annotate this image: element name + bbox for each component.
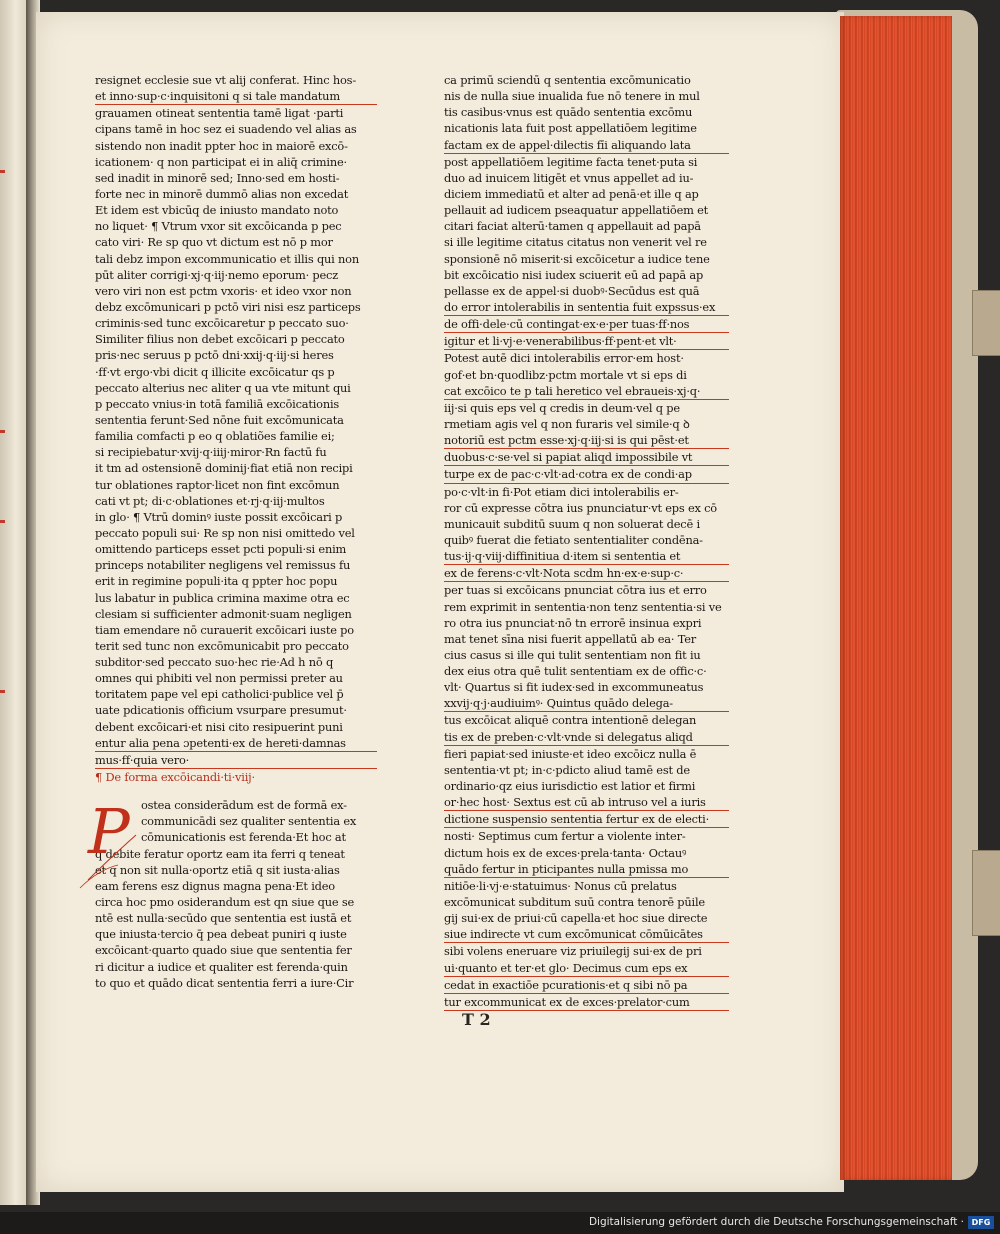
text-line: duo ad inuicem litigēt et vnus appellet ad iu- [444, 170, 694, 185]
rubricated-initial [88, 795, 132, 868]
text-line: et q non sit nulla·oportz etiā q sit iusta·alias [95, 862, 340, 877]
text-line: ostea considerādum est de formā ex- [141, 798, 347, 813]
text-line: nitiōe·li·vj·e·statuimus· Nonus cū prelatus [444, 878, 677, 893]
text-line: toritatem pape vel epi catholici·publice vel p̄ [95, 687, 344, 702]
text-line: tiam emendare nō curauerit excōicari iuste po [95, 622, 354, 637]
text-line: per tuas si excōicans pnunciat cōtra ius et erro [444, 583, 707, 598]
text-line: princeps notabiliter negligens vel remissus fu [95, 558, 351, 573]
rubric-mark [0, 690, 5, 693]
text-line: debz excōmunicari p pctō viri nisi esz particeps [95, 299, 361, 314]
text-line: cato viri· Re sp quo vt dictum est nō p mor [95, 235, 333, 250]
text-line: ordinario·qz eius iurisdictio est latior et firmi [444, 779, 696, 794]
rubric-mark [0, 430, 5, 433]
initial-flourish-icon [78, 830, 138, 890]
dfg-logo: DFG [968, 1216, 994, 1229]
text-line: excōicant·quarto quado siue que sententia fer [95, 943, 352, 958]
text-line: p peccato vnius·in totā familiā excōicationis [95, 396, 340, 411]
text-line: dex eius otra quē tulit sententiam ex de offic·c· [444, 664, 707, 679]
text-line: communicādi sez qualiter sententia ex [141, 814, 357, 829]
text-line: factam ex de appel·dilectis fīi aliquando lata [444, 137, 729, 154]
red-fore-edge [840, 16, 952, 1180]
text-line: tus·ij·q·viij·diffinitiua d·item si sententia et [444, 548, 729, 565]
text-line: tis ex de preben·c·vlt·vnde si delegatus aliqd [444, 729, 729, 746]
text-line: siue indirecte vt cum excōmunicat cōmūicātes [444, 926, 729, 943]
text-line: circa hoc pmo osiderandum est qn siue que se [95, 895, 355, 910]
text-line: ror cū expresse cōtra ius pnunciatur·vt eps ex cō [444, 500, 717, 515]
text-line: in glo· ¶ Vtrū dominꝰ iuste possit excōicari p [95, 509, 343, 524]
text-line: citari faciat alterū·tamen q appellauit ad papā [444, 219, 701, 234]
text-line: iij·si quis eps vel q credis in deum·vel q pe [444, 400, 680, 415]
text-line: eam ferens esz dignus magna pena·Et ideo [95, 878, 335, 893]
text-line: cedat in exactiōe pcurationis·et q sibi nō pa [444, 977, 729, 994]
text-line: cat excōico te p tali heretico vel ebraueis·xj·q· [444, 383, 729, 400]
text-line: si recipiebatur·xvij·q·iiij·miror·Rn factū fu [95, 445, 327, 460]
text-line: et inno·sup·c·inquisitoni q si tale mandatum [95, 88, 377, 105]
text-line: ca primū sciendū q sententia excōmunicatio [444, 73, 691, 87]
text-line: igitur et li·vj·e·venerabilibus·ff·pent·et vlt· [444, 333, 729, 350]
text-line: gof·et bn·quodlibz·pctm mortale vt si eps di [444, 367, 687, 382]
initial-letter: P [88, 795, 130, 868]
text-line: tur excommunicat ex de exces·prelator·cum [444, 994, 729, 1011]
text-line: de offi·dele·cū contingat·ex·e·per tuas·ff·nos [444, 316, 729, 333]
text-line: Potest autē dici intolerabilis error·em host· [444, 351, 684, 366]
left-facing-page-edge [0, 0, 26, 1205]
text-line: peccato populi sui· Re sp non nisi omittedo vel [95, 525, 355, 540]
text-line: tali debz impon excommunicatio et illis qui non [95, 251, 359, 266]
text-line: sed inadit in minorē sed; Inno·sed em hosti- [95, 170, 340, 185]
text-line: xxvij·q·j·audiuimꝰ· Quintus quādo delega- [444, 695, 729, 712]
text-line: rmetiam agis vel q non furaris vel simile·q ꝺ [444, 416, 690, 431]
text-line: sistendo non inadit ppter hoc in maiorē excō- [95, 138, 348, 153]
text-line: mus·ff·quia vero· [95, 752, 377, 769]
text-line: or·hec host· Sextus est cū ab intruso vel a iuris [444, 794, 729, 811]
text-line: excōmunicat subditum suū contra tenorē pūile [444, 895, 705, 910]
text-line: fieri papiat·sed iniuste·et ideo excōicz nulla ē [444, 746, 697, 761]
text-line: cius casus si ille qui tulit sententiam non fit iu [444, 647, 701, 662]
text-line: ·ff·vt ergo·vbi dicit q illicite excōicatur qs p [95, 364, 335, 379]
text-line: pellasse ex de appel·si duobꝰ·Secūdus est quā [444, 283, 700, 298]
text-line: icationem· q non participat ei in aliq̄ crimine· [95, 154, 347, 169]
text-line: rem exprimit in sententia·non tenz sententia·si ve [444, 599, 722, 614]
text-line: quādo fertur in pticipantes nulla pmissa mo [444, 861, 729, 878]
text-line: turpe ex de pac·c·vlt·ad·cotra ex de condi·ap [444, 466, 729, 483]
text-line: vero viri non est pctm vxoris· et ideo vxor non [95, 283, 352, 298]
text-line: sententia·vt pt; in·c·pdicto aliud tamē est de [444, 762, 690, 777]
text-line: diciem immediatū et alter ad penā·et ille q ap [444, 186, 699, 201]
text-line: que iniusta·tercio q̄ pea debeat puniri q iuste [95, 927, 347, 942]
text-line: no liquet· ¶ Vtrum vxor sit excōicanda p pec [95, 219, 342, 234]
right-column [444, 72, 729, 1011]
text-line: sibi volens eneruare viz priuilegij sui·ex de pri [444, 944, 702, 959]
text-line: ui·quanto et ter·et glo· Decimus cum eps ex [444, 960, 729, 977]
text-line: municauit subditū suum q non soluerat decē i [444, 516, 700, 531]
text-line: tis casibus·vnus est quādo sententia excōmu [444, 105, 693, 120]
text-line: po·c·vlt·in fi·Pot etiam dici intolerabilis er- [444, 484, 679, 499]
text-line: ri dicitur a iudice et qualiter est ferenda·quin [95, 959, 348, 974]
text-line: omnes qui phibiti vel non permissi preter au [95, 671, 343, 686]
text-line: grauamen otineat sententia tamē ligat ·parti [95, 106, 344, 121]
clasp-upper [972, 290, 1000, 356]
clasp-lower [972, 850, 1000, 936]
text-line: cati vt pt; di·c·oblationes et·rj·q·iij·multos [95, 493, 325, 508]
text-line: ex de ferens·c·vlt·Nota scdm hn·ex·e·sup·c· [444, 565, 729, 582]
text-line: ro otra ius pnunciat·nō tn errorē insinua expri [444, 615, 702, 630]
text-line: lus labatur in publica crimina maxime otra ec [95, 590, 350, 605]
text-line: nosti· Septimus cum fertur a violente inter- [444, 829, 686, 844]
text-line: pūt aliter corrigi·xj·q·iij·nemo eporum· pecz [95, 267, 339, 282]
rubric-mark [0, 520, 5, 523]
text-line: nis de nulla siue inualida fue nō tenere in mul [444, 89, 700, 104]
text-line: erit in regimine populi·ita q ppter hoc popu [95, 574, 338, 589]
text-line: clesiam si sufficienter admonit·suam negligen [95, 606, 352, 621]
text-line: sententia ferunt·Sed nōne fuit excōmunicata [95, 412, 344, 427]
text-line: cōmunicationis est ferenda·Et hoc at [141, 830, 346, 845]
text-line: subditor·sed peccato suo·hec rie·Ad h nō q [95, 655, 334, 670]
text-line: bit excōicatio nisi iudex sciuerit eū ad papā ap [444, 267, 704, 282]
text-line: dictione suspensio sententia fertur ex de electi· [444, 811, 729, 828]
text-line: resignet ecclesie sue vt alij conferat. Hinc hos- [95, 73, 356, 87]
text-line: sponsionē nō miserit·si excōicetur a iudice tene [444, 251, 710, 266]
text-line: terit sed tunc non excōmunicabit pro peccato [95, 638, 349, 653]
text-line: familia comfacti p eo q oblatiões familie ei; [95, 429, 335, 444]
text-line: entur alia pena ɔpetenti·ex de hereti·damnas [95, 735, 377, 752]
text-line: si ille legitime citatus citatus non venerit vel re [444, 235, 707, 250]
text-line: pris·nec seruus p pctō dni·xxij·q·iij·si heres [95, 348, 334, 363]
text-line: notoriū est pctm esse·xj·q·iij·si is qui pēst·et [444, 432, 729, 449]
text-line: ntē est nulla·secūdo que sententia est iustā et [95, 911, 352, 926]
text-line: tur oblationes raptor·licet non fint excōmun [95, 477, 340, 492]
text-line: nicationis lata fuit post appellatiōem legitime [444, 121, 697, 136]
signature-mark: T 2 [462, 1010, 491, 1029]
text-line: forte nec in minorē dummō alias non excedat [95, 186, 349, 201]
text-line: mat tenet sīna nisi fuerit appellatū ab ea· Ter [444, 631, 696, 646]
footer-credit: Digitalisierung gefördert durch die Deutsche Forschungsgemeinschaft · [588, 1216, 964, 1228]
text-line: quibꝰ fuerat die fetiato sententialiter condēna- [444, 532, 703, 547]
text-line: debent excōicari·et nisi cito resipuerint puni [95, 719, 343, 734]
rubric-mark [0, 170, 5, 173]
text-line: tus excōicat aliquē contra intentionē delegan [444, 713, 697, 728]
text-line: q debite feratur oportz eam ita ferri q teneat [95, 846, 345, 861]
text-line: pellauit ad iudicem pseaquatur appellatiōem et [444, 203, 709, 218]
text-line: Et idem est vbicūq de iniusto mandato noto [95, 203, 339, 218]
text-line: duobus·c·se·vel si papiat aliqd impossibile vt [444, 449, 729, 466]
text-line: uate pdicationis officium vsurpare presumut· [95, 703, 347, 718]
text-line: it tm ad ostensionē dominij·fiat etiā non recipi [95, 461, 353, 476]
text-line: Similiter filius non debet excōicari p peccato [95, 332, 345, 347]
rubric-heading: ¶ De forma excōicandi·ti·viij· [95, 770, 255, 785]
footer-bar [0, 1212, 1000, 1234]
paragraph-gap [95, 785, 377, 797]
text-line: omittendo particeps esset pcti populi·si enim [95, 542, 347, 557]
text-line: dictum hois ex de exces·prela·tanta· Octauꝰ [444, 845, 687, 860]
text-line: criminis·sed tunc excōicaretur p peccato suo· [95, 316, 349, 331]
text-line: to quo et quādo dicat sententia ferri a iure·Cir [95, 975, 354, 990]
text-line: post appellatiōem legitime facta tenet·puta si [444, 154, 698, 169]
text-line: cipans tamē in hoc sez ei suadendo vel alias as [95, 122, 357, 137]
text-line: peccato alterius nec aliter q ua vte mitunt qui [95, 380, 351, 395]
text-line: gij sui·ex de priui·cū capella·et hoc siue directe [444, 911, 708, 926]
text-line: vlt· Quartus si fit iudex·sed in excommuneatus [444, 680, 704, 695]
text-line: do error intolerabilis in sententia fuit expssus·ex [444, 299, 729, 316]
